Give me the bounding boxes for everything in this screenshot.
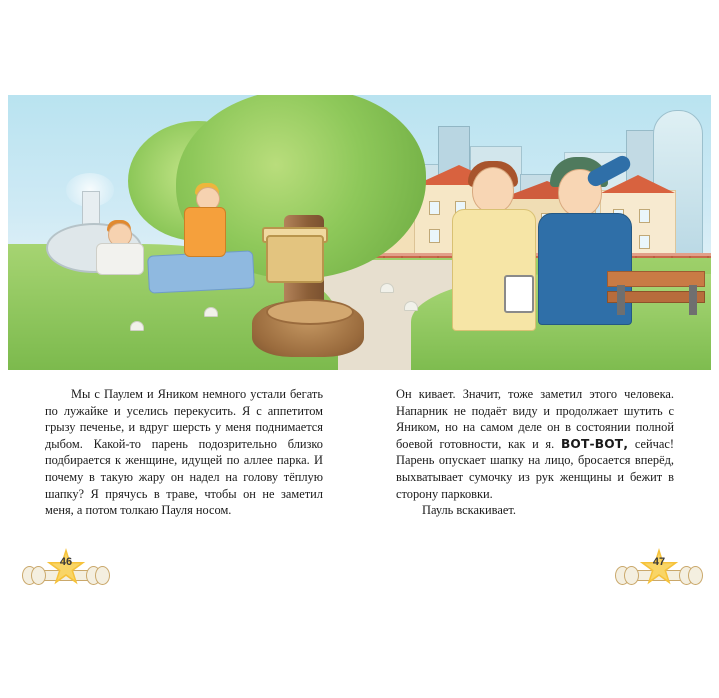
tree-stump-top <box>266 299 354 325</box>
smartphone <box>504 275 534 313</box>
page-illustration <box>8 95 711 370</box>
left-page-text <box>45 386 323 519</box>
right-page-text <box>396 386 674 519</box>
paragraph <box>396 386 674 502</box>
paragraph-text-after: сейчас! Парень опускает шапку на лицо, бросается вперёд, выхватывает сумочку из рук женщины и бежит в сторону парковки. <box>396 436 674 501</box>
paragraph: Мы с Паулем и Яником немного устали бегать по лужайке и уселись перекусить. Я с аппетитом грызу печенье, и вдруг шерсть у меня поднимается дыбом. Какой-то парень подозрительно близко подбирается к женщине, идущей по аллее парка. И почему в такую жару он надел на голову тёплую шапку? Я прячусь в траве, чтобы он не заметил меня, а потом толкаю Пауля носом. <box>45 387 323 518</box>
emphasis-bot-bot: ВОТ-ВОТ, <box>560 436 629 451</box>
paragraph: Пауль вскакивает. <box>422 503 516 518</box>
page-number-badge-right <box>613 548 705 592</box>
page-number: 46 <box>59 556 73 568</box>
paragraph-text-before: Он кивает. Значит, тоже заметил этого человека. Напарник не подаёт виду и продолжает шутить с Яником, но на самом деле он в состоянии полной боевой готовности, как и я. <box>396 387 674 451</box>
page-number: 47 <box>652 556 666 568</box>
picnic-basket <box>266 235 324 283</box>
page-number-badge-left <box>20 548 112 592</box>
